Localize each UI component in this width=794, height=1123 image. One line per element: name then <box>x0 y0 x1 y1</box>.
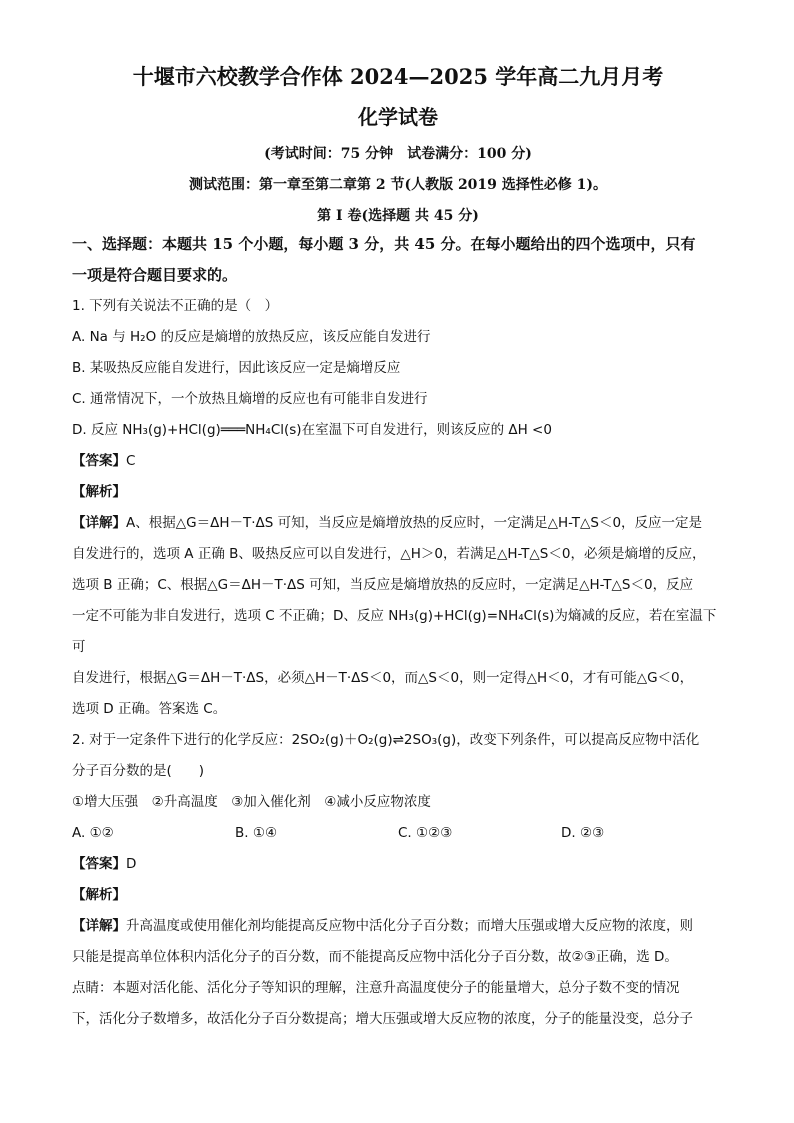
exam-title: 十堰市六校教学合作体 2024—2025 学年高二九月月考 <box>132 64 664 89</box>
q1-detail-text: A、根据△G＝ΔH－T·ΔS 可知，当反应是熵增放热的反应时，一定满足△H-T△S＜0，反应一定是 <box>126 515 703 531</box>
q2-stem-line-2: 分子百分数的是( ) <box>72 763 205 779</box>
q1-stem: 1. 下列有关说法不正确的是（ ） <box>72 298 279 314</box>
q2-option-d: D. ②③ <box>561 825 605 841</box>
exam-info: (考试时间：75 分钟 试卷满分：100 分) <box>264 146 532 162</box>
q2-detail-tag: 【详解】 <box>72 918 126 934</box>
q2-detail-text: 升高温度或使用催化剂均能提高反应物中活化分子百分数；而增大压强或增大反应物的浓度，则 <box>126 918 693 934</box>
q2-answer <box>72 849 724 880</box>
q2-option-c: C. ①②③ <box>398 825 453 841</box>
q1-option-c: C. 通常情况下，一个放热且熵增的反应也有可能非自发进行 <box>72 391 428 407</box>
q2-note-line-1: 点睛：本题对活化能、活化分子等知识的理解，注意升高温度使分子的能量增大，总分子数不变的情况 <box>72 980 680 996</box>
exam-subtitle: 化学试卷 <box>358 105 438 129</box>
q1-answer-tag: 【答案】 <box>72 453 126 469</box>
exam-page <box>72 62 724 1035</box>
q1-option-a: A. Na 与 H₂O 的反应是熵增的放热反应，该反应能自发进行 <box>72 329 431 345</box>
q1-detail-line-5: 自发进行，根据△G＝ΔH－T·ΔS，必须△H－T·ΔS＜0，而△S＜0，则一定得△H＜0，才有可能△G＜0， <box>72 670 694 686</box>
q2-note-line-2: 下，活化分子数增多，故活化分子百分数提高；增大压强或增大反应物的浓度，分子的能量没变，总分子 <box>72 1011 693 1027</box>
q1-detail-tag: 【详解】 <box>72 515 126 531</box>
q1-detail-line-2: 自发进行的，选项 A 正确 B、吸热反应可以自发进行，△H＞0，若满足△H-T△S＜0，必须是熵增的反应， <box>72 546 706 562</box>
q1-answer-value: C <box>126 453 136 469</box>
q1-detail-line-1 <box>72 508 724 539</box>
q2-detail-line-1 <box>72 911 724 942</box>
question-2 <box>72 725 724 1035</box>
q1-answer <box>72 446 724 477</box>
q2-conditions: ①增大压强 ②升高温度 ③加入催化剂 ④减小反应物浓度 <box>72 794 431 810</box>
instruction-line-1: 一、选择题：本题共 15 个小题，每小题 3 分，共 45 分。在每小题给出的四个选项中，只有 <box>72 235 696 253</box>
instruction-line-2: 一项是符合题目要求的。 <box>72 266 238 284</box>
q2-stem-line-1: 2. 对于一定条件下进行的化学反应：2SO₂(g)＋O₂(g)⇌2SO₃(g)，改变下列条件，可以提高反应物中活化 <box>72 732 700 748</box>
q2-detail-line-2: 只能是提高单位体积内活化分子的百分数，而不能提高反应物中活化分子百分数，故②③正确，选 D。 <box>72 949 678 965</box>
q1-option-b: B. 某吸热反应能自发进行，因此该反应一定是熵增反应 <box>72 360 401 376</box>
exam-scope: 测试范围：第一章至第二章第 2 节(人教版 2019 选择性必修 1)。 <box>188 177 608 193</box>
q2-option-b: B. ①④ <box>235 825 278 841</box>
q1-detail-line-3: 选项 B 正确；C、根据△G＝ΔH－T·ΔS 可知，当反应是熵增放热的反应时，一定满足△H-T△S＜0，反应 <box>72 577 694 593</box>
question-1 <box>72 291 724 725</box>
q1-option-d: D. 反应 NH₃(g)+HCl(g)═══NH₄Cl(s)在室温下可自发进行，则该反应的 ΔH <0 <box>72 422 552 438</box>
q1-analysis-tag: 【解析】 <box>72 484 126 500</box>
q1-detail-line-4: 一定不可能为非自发进行，选项 C 不正确；D、反应 NH₃(g)+HCl(g)=NH₄Cl(s)为熵减的反应，若在室温下可 <box>72 608 717 655</box>
q2-answer-value: D <box>126 856 137 872</box>
q2-answer-tag: 【答案】 <box>72 856 126 872</box>
q2-analysis-tag: 【解析】 <box>72 887 126 903</box>
q1-detail-line-6: 选项 D 正确。答案选 C。 <box>72 701 227 717</box>
q2-options <box>72 818 724 849</box>
section-heading: 第 I 卷(选择题 共 45 分) <box>317 208 479 224</box>
q2-option-a: A. ①② <box>72 825 114 841</box>
